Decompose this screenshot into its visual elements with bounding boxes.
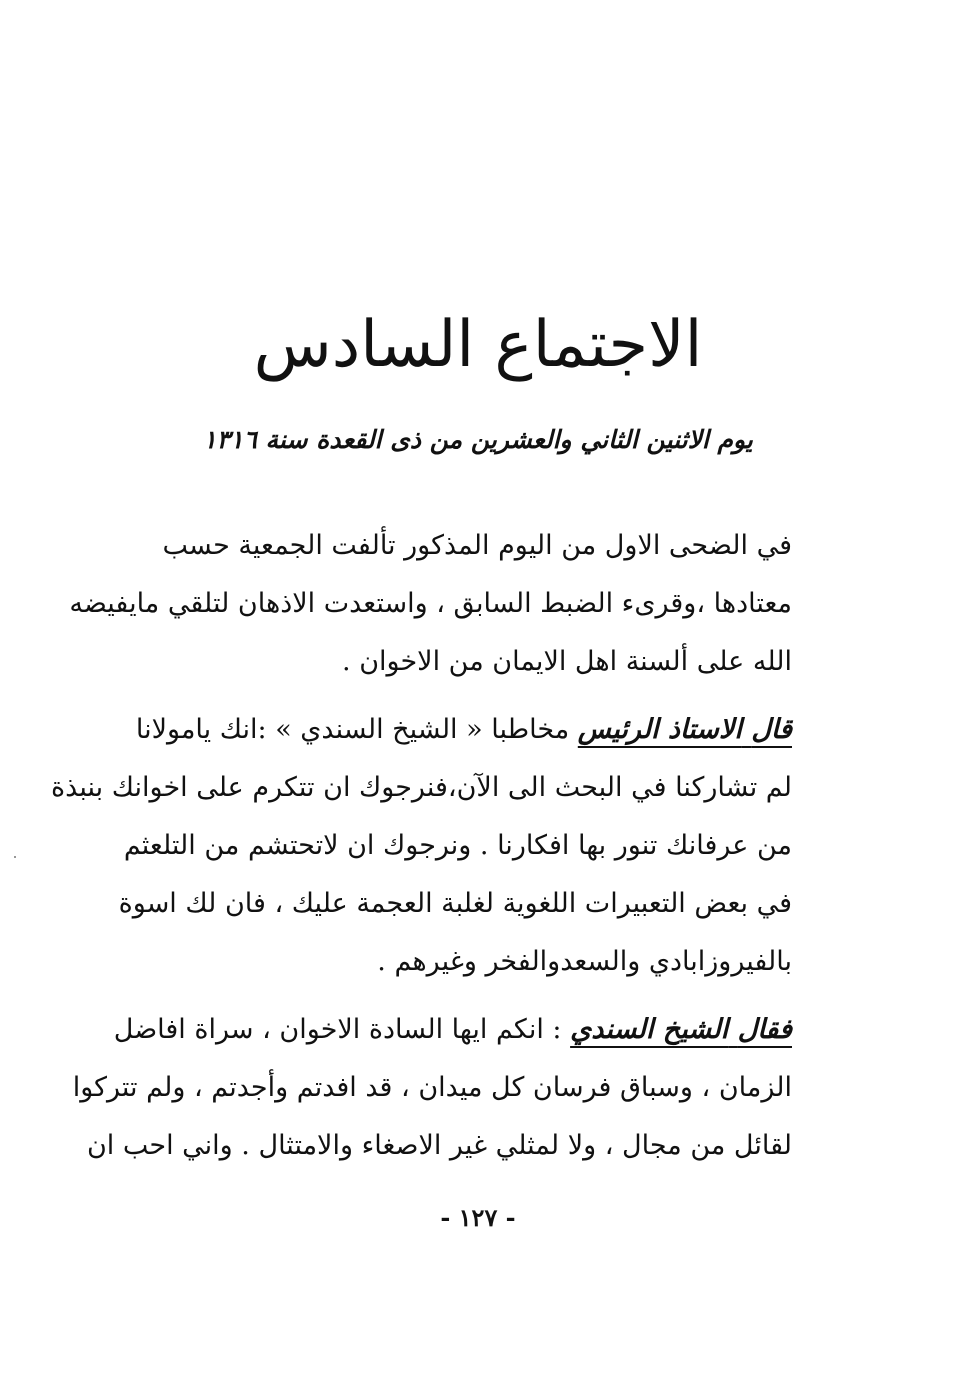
- chapter-date-subtitle: يوم الاثنين الثاني والعشرين من ذى القعدة سنة ١٣١٦: [203, 425, 753, 454]
- text-line-6: من عرفانك تنور بها افكارنا . ونرجوك ان لاتحتشم من التلعثم: [123, 830, 792, 861]
- scan-speck: [14, 856, 16, 858]
- line-9-rest: : انكم ايها السادة الاخوان ، سراة افاضل: [113, 1014, 571, 1045]
- text-line-4: [135, 706, 792, 754]
- chapter-title: الاجتماع السادس: [253, 308, 703, 382]
- speaker-sindi: فقال الشيخ السندي: [570, 1014, 792, 1045]
- text-line-3: الله على ألسنة اهل الايمان من الاخوان .: [342, 646, 792, 677]
- text-line-8: بالفيروزابادي والسعدوالفخر وغيرهم .: [377, 946, 792, 977]
- text-line-1: في الضحى الاول من اليوم المذكور تألفت الجمعية حسب: [162, 530, 792, 561]
- text-line-7: في بعض التعبيرات اللغوية لغلبة العجمة عليك ، فان لك اسوة: [118, 888, 792, 919]
- text-line-10: الزمان ، وسباق فرسان كل ميدان ، قد افدتم وأجدتم ، ولم تتركوا: [72, 1072, 792, 1103]
- speaker-president: قال الاستاذ الرئيس: [577, 714, 792, 745]
- text-line-5: لم تشاركنا في البحث الى الآن،فنرجوك ان تتكرم على اخوانك بنبذة: [51, 772, 792, 803]
- text-line-9: [113, 1006, 792, 1054]
- text-line-2: معتادها ،وقرىء الضبط السابق ، واستعدت الاذهان لتلقي مايفيضه: [69, 588, 792, 619]
- text-line-11: لقائل من مجال ، ولا لمثلي غير الاصغاء والامتثال . واني احب ان: [86, 1130, 792, 1161]
- line-4-rest: مخاطبا « الشيخ السندي » :انك يامولانا: [135, 714, 578, 745]
- page-number: - ١٢٧ -: [440, 1203, 516, 1232]
